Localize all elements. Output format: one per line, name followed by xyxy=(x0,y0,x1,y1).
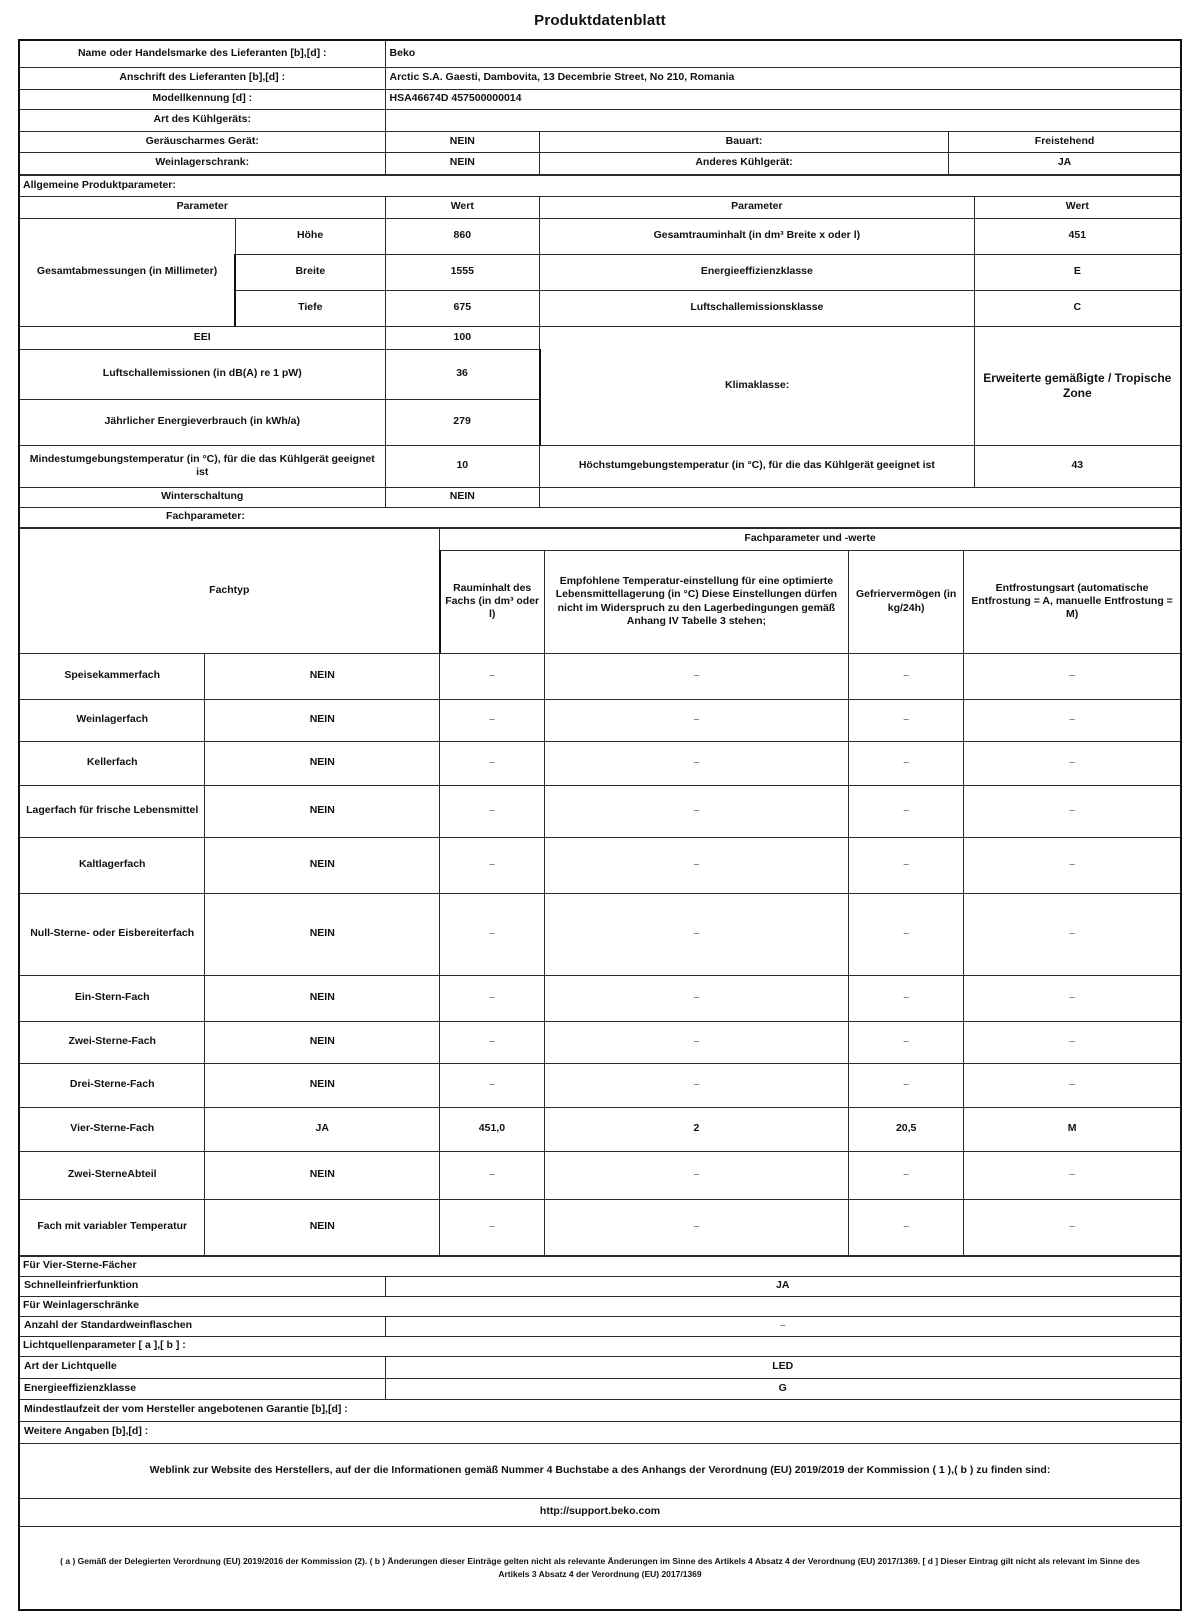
wine-cabinet-label: Weinlagerschrank: xyxy=(19,152,385,174)
compartment-freeze: – xyxy=(849,975,964,1021)
design-type-label: Bauart: xyxy=(540,131,949,152)
table-row xyxy=(19,1356,1181,1378)
compartment-defrost: – xyxy=(964,1021,1181,1063)
wine-cabinet-value: NEIN xyxy=(385,152,540,174)
column-header-freezing-capacity: Gefriervermögen (in kg/24h) xyxy=(849,550,964,653)
weblink-text: Weblink zur Website des Herstellers, auf der die Informationen gemäß Nummer 4 Buchstabe a des Anhangs der Verordnung (EU) 2019/2019 der Kommission ( 1 ),( b ) zu finden sind: xyxy=(19,1443,1181,1498)
warranty-label: Mindestlaufzeit der vom Hersteller angebotenen Garantie [b],[d] : xyxy=(19,1399,1181,1421)
table-row xyxy=(19,326,1181,349)
table-row xyxy=(19,40,1181,67)
table-row xyxy=(19,131,1181,152)
compartment-name: Null-Sterne- oder Eisbereiterfach xyxy=(19,893,205,975)
column-header-parameter-left: Parameter xyxy=(19,196,385,218)
supplier-address-label: Anschrift des Lieferanten [b],[d] : xyxy=(19,67,385,89)
energy-class-label: Energieeffizienzklasse xyxy=(540,254,975,290)
design-type-value: Freistehend xyxy=(949,131,1181,152)
compartment-volume: 451,0 xyxy=(440,1107,545,1151)
table-row xyxy=(19,1421,1181,1443)
max-ambient-temp-value: 43 xyxy=(974,445,1181,487)
wine-section-title: Für Weinlagerschränke xyxy=(19,1296,1181,1316)
compartment-defrost: – xyxy=(964,1151,1181,1199)
compartment-present: NEIN xyxy=(205,893,440,975)
dimension-width-value: 1555 xyxy=(385,254,540,290)
compartment-temp: – xyxy=(544,1021,848,1063)
table-row xyxy=(19,1443,1181,1498)
wine-bottles-value: – xyxy=(385,1316,1181,1336)
empty-cell xyxy=(540,487,1181,507)
total-volume-value: 451 xyxy=(974,218,1181,254)
compartment-row xyxy=(19,1107,1181,1151)
compartment-present: NEIN xyxy=(205,1063,440,1107)
compartment-name: Drei-Sterne-Fach xyxy=(19,1063,205,1107)
climate-class-value: Erweiterte gemäßigte / Tropische Zone xyxy=(974,326,1181,445)
compartment-defrost: – xyxy=(964,699,1181,741)
compartment-present: NEIN xyxy=(205,975,440,1021)
fast-freeze-value: JA xyxy=(385,1276,1181,1296)
footnote-text: ( a ) Gemäß der Delegierten Verordnung (EU) 2019/2016 der Kommission (2). ( b ) Änderungen dieser Einträge gelten nicht als relevante Änderungen im Sinne des Artikels 4 Absatz 4 der Verordnung (EU) 2017/1369. [ d ] Dieser Eintrag gilt nicht als relevant im Sinne des Artikels 3 Absatz 4 der Verordnung (EU) 2017/1369 xyxy=(19,1526,1181,1610)
other-appliance-label: Anderes Kühlgerät: xyxy=(540,152,949,174)
compartment-defrost: – xyxy=(964,741,1181,785)
table-row xyxy=(19,1296,1181,1316)
table-row xyxy=(19,1336,1181,1356)
compartment-present: NEIN xyxy=(205,741,440,785)
compartment-row xyxy=(19,975,1181,1021)
table-row xyxy=(19,487,1181,507)
column-header-temp-setting: Empfohlene Temperatur-einstellung für eine optimierte Lebensmittellagerung (in °C) Diese Einstellungen dürfen nicht im Widerspruch zu den Lagerbedingungen gemäß Anhang IV Tabelle 3 stehen; xyxy=(544,550,848,653)
general-parameters-table xyxy=(18,175,1182,528)
winter-setting-label: Winterschaltung xyxy=(19,487,385,507)
compartment-row xyxy=(19,1021,1181,1063)
compartment-freeze: 20,5 xyxy=(849,1107,964,1151)
supplier-name-label: Name oder Handelsmarke des Lieferanten [b],[d] : xyxy=(19,40,385,67)
compartment-present: NEIN xyxy=(205,1021,440,1063)
more-info-label: Weitere Angaben [b],[d] : xyxy=(19,1421,1181,1443)
max-ambient-temp-label: Höchstumgebungstemperatur (in °C), für die das Kühlgerät geeignet ist xyxy=(540,445,975,487)
other-appliance-value: JA xyxy=(949,152,1181,174)
compartment-row xyxy=(19,653,1181,699)
compartment-name: Lagerfach für frische Lebensmittel xyxy=(19,785,205,837)
dimension-width-label: Breite xyxy=(235,254,385,290)
eei-label: EEI xyxy=(19,326,385,349)
compartment-row xyxy=(19,699,1181,741)
airborne-noise-class-value: C xyxy=(974,290,1181,326)
light-energy-class-value: G xyxy=(385,1378,1181,1399)
dimension-depth-label: Tiefe xyxy=(235,290,385,326)
compartment-volume: – xyxy=(440,837,545,893)
compartment-volume: – xyxy=(440,741,545,785)
column-header-compartment-type: Fachtyp xyxy=(19,528,440,653)
table-row xyxy=(19,218,1181,254)
annual-energy-label: Jährlicher Energieverbrauch (in kWh/a) xyxy=(19,399,385,445)
compartment-table xyxy=(18,528,1182,1256)
compartment-temp: – xyxy=(544,1063,848,1107)
compartment-present: NEIN xyxy=(205,1199,440,1255)
compartment-freeze: – xyxy=(849,1151,964,1199)
compartment-volume: – xyxy=(440,1021,545,1063)
compartment-volume: – xyxy=(440,1199,545,1255)
climate-class-label: Klimaklasse: xyxy=(540,326,975,445)
compartment-freeze: – xyxy=(849,699,964,741)
compartment-freeze: – xyxy=(849,741,964,785)
compartment-volume: – xyxy=(440,785,545,837)
compartment-name: Zwei-SterneAbteil xyxy=(19,1151,205,1199)
compartment-name: Kaltlagerfach xyxy=(19,837,205,893)
supplier-table xyxy=(18,39,1182,175)
dimension-depth-value: 675 xyxy=(385,290,540,326)
table-row xyxy=(19,1256,1181,1276)
table-row xyxy=(19,1316,1181,1336)
appliance-type-value xyxy=(385,109,1181,131)
compartment-temp: 2 xyxy=(544,1107,848,1151)
compartment-defrost: – xyxy=(964,1063,1181,1107)
table-row xyxy=(19,152,1181,174)
model-id-value: HSA46674D 457500000014 xyxy=(385,89,1181,109)
table-row xyxy=(19,1498,1181,1526)
table-row xyxy=(19,1526,1181,1610)
compartment-defrost: – xyxy=(964,975,1181,1021)
compartment-temp: – xyxy=(544,837,848,893)
compartment-row xyxy=(19,1063,1181,1107)
compartment-name: Ein-Stern-Fach xyxy=(19,975,205,1021)
light-section-title: Lichtquellenparameter [ a ],[ b ] : xyxy=(19,1336,1181,1356)
compartment-freeze: – xyxy=(849,785,964,837)
compartment-row xyxy=(19,1151,1181,1199)
light-type-label: Art der Lichtquelle xyxy=(19,1356,385,1378)
compartment-present: NEIN xyxy=(205,837,440,893)
table-row xyxy=(19,109,1181,131)
table-row xyxy=(19,89,1181,109)
light-energy-class-label: Energieeffizienzklasse xyxy=(19,1378,385,1399)
column-header-volume: Rauminhalt des Fachs (in dm³ oder l) xyxy=(440,550,545,653)
compartment-volume: – xyxy=(440,653,545,699)
table-row xyxy=(19,67,1181,89)
supplier-name-value: Beko xyxy=(385,40,1181,67)
table-row xyxy=(19,507,1181,527)
table-row xyxy=(19,1378,1181,1399)
compartment-volume: – xyxy=(440,975,545,1021)
airborne-noise-value: 36 xyxy=(385,349,540,399)
dimensions-label: Gesamtabmessungen (in Millimeter) xyxy=(19,218,235,326)
table-row xyxy=(19,1399,1181,1421)
compartment-defrost: – xyxy=(964,1199,1181,1255)
compartment-defrost: – xyxy=(964,893,1181,975)
compartment-name: Weinlagerfach xyxy=(19,699,205,741)
compartment-temp: – xyxy=(544,1151,848,1199)
low-noise-value: NEIN xyxy=(385,131,540,152)
compartment-temp: – xyxy=(544,741,848,785)
min-ambient-temp-label: Mindestumgebungstemperatur (in °C), für die das Kühlgerät geeignet ist xyxy=(19,445,385,487)
compartment-freeze: – xyxy=(849,653,964,699)
min-ambient-temp-value: 10 xyxy=(385,445,540,487)
compartment-group-header: Fachparameter und -werte xyxy=(440,528,1181,550)
fast-freeze-label: Schnelleinfrierfunktion xyxy=(19,1276,385,1296)
column-header-parameter-right: Parameter xyxy=(540,196,975,218)
compartment-section-title xyxy=(19,507,1181,527)
weblink-url: http://support.beko.com xyxy=(19,1498,1181,1526)
energy-class-value: E xyxy=(974,254,1181,290)
compartment-present: JA xyxy=(205,1107,440,1151)
compartment-volume: – xyxy=(440,1151,545,1199)
table-row xyxy=(19,196,1181,218)
additional-parameters-table xyxy=(18,1256,1182,1612)
compartment-freeze: – xyxy=(849,1199,964,1255)
column-header-value-right: Wert xyxy=(974,196,1181,218)
compartment-row xyxy=(19,893,1181,975)
general-section-title: Allgemeine Produktparameter: xyxy=(19,175,1181,196)
compartment-row xyxy=(19,741,1181,785)
table-row xyxy=(19,528,1181,550)
compartment-row xyxy=(19,837,1181,893)
total-volume-label: Gesamtrauminhalt (in dm³ Breite x oder l) xyxy=(540,218,975,254)
compartment-freeze: – xyxy=(849,893,964,975)
compartment-temp: – xyxy=(544,975,848,1021)
annual-energy-value: 279 xyxy=(385,399,540,445)
model-id-label: Modellkennung [d] : xyxy=(19,89,385,109)
winter-setting-value: NEIN xyxy=(385,487,540,507)
compartment-volume: – xyxy=(440,1063,545,1107)
compartment-temp: – xyxy=(544,1199,848,1255)
table-row xyxy=(19,175,1181,196)
compartment-defrost: – xyxy=(964,837,1181,893)
compartment-present: NEIN xyxy=(205,785,440,837)
compartment-defrost: M xyxy=(964,1107,1181,1151)
compartment-name: Vier-Sterne-Fach xyxy=(19,1107,205,1151)
wine-bottles-label: Anzahl der Standardweinflaschen xyxy=(19,1316,385,1336)
compartment-defrost: – xyxy=(964,785,1181,837)
light-type-value: LED xyxy=(385,1356,1181,1378)
page-title: Produktdatenblatt xyxy=(534,12,666,29)
column-header-value-left: Wert xyxy=(385,196,540,218)
compartment-name: Speisekammerfach xyxy=(19,653,205,699)
dimension-height-value: 860 xyxy=(385,218,540,254)
appliance-type-label: Art des Kühlgeräts: xyxy=(19,109,385,131)
compartment-row xyxy=(19,785,1181,837)
dimension-height-label: Höhe xyxy=(235,218,385,254)
compartment-present: NEIN xyxy=(205,699,440,741)
compartment-temp: – xyxy=(544,653,848,699)
compartment-temp: – xyxy=(544,785,848,837)
compartment-name: Kellerfach xyxy=(19,741,205,785)
compartment-temp: – xyxy=(544,699,848,741)
compartment-defrost: – xyxy=(964,653,1181,699)
low-noise-label: Geräuscharmes Gerät: xyxy=(19,131,385,152)
table-row xyxy=(19,1276,1181,1296)
airborne-noise-label: Luftschallemissionen (in dB(A) re 1 pW) xyxy=(19,349,385,399)
compartment-present: NEIN xyxy=(205,653,440,699)
compartment-section-title-text: Fachparameter: xyxy=(166,510,245,523)
eei-value: 100 xyxy=(385,326,540,349)
compartment-present: NEIN xyxy=(205,1151,440,1199)
column-header-defrost-type: Entfrostungsart (automatische Entfrostung = A, manuelle Entfrostung = M) xyxy=(964,550,1181,653)
compartment-freeze: – xyxy=(849,837,964,893)
compartment-freeze: – xyxy=(849,1063,964,1107)
airborne-noise-class-label: Luftschallemissionsklasse xyxy=(540,290,975,326)
four-star-section-title: Für Vier-Sterne-Fächer xyxy=(19,1256,1181,1276)
table-row xyxy=(19,445,1181,487)
compartment-name: Fach mit variabler Temperatur xyxy=(19,1199,205,1255)
compartment-volume: – xyxy=(440,893,545,975)
compartment-volume: – xyxy=(440,699,545,741)
compartment-row xyxy=(19,1199,1181,1255)
compartment-name: Zwei-Sterne-Fach xyxy=(19,1021,205,1063)
compartment-freeze: – xyxy=(849,1021,964,1063)
supplier-address-value: Arctic S.A. Gaesti, Dambovita, 13 Decembrie Street, No 210, Romania xyxy=(385,67,1181,89)
compartment-temp: – xyxy=(544,893,848,975)
